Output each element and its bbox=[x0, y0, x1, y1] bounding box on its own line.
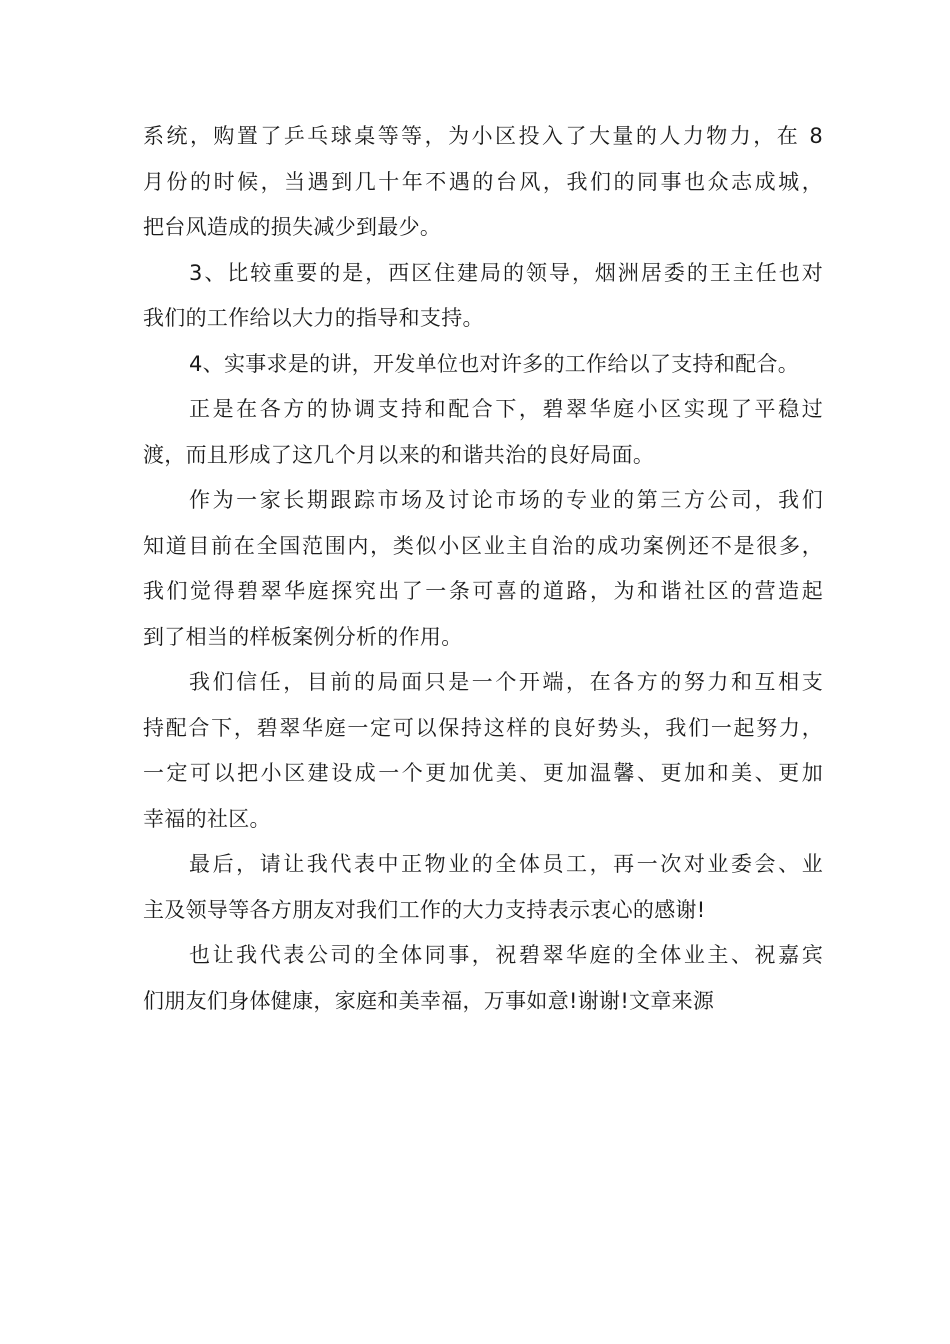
text-line: 一定可以把小区建设成一个更加优美、更加温馨、更加和美、更加 bbox=[143, 761, 823, 785]
text-line: 系统，购置了乒乓球桌等等，为小区投入了大量的人力物力，在 8 bbox=[143, 124, 823, 148]
text-line: 我们觉得碧翠华庭探究出了一条可喜的道路，为和谐社区的营造起 bbox=[143, 579, 823, 603]
text-line: 知道目前在全国范围内，类似小区业主自治的成功案例还不是很多， bbox=[143, 533, 823, 558]
text-line: 4、实事求是的讲，开发单位也对许多的工作给以了支持和配合。 bbox=[189, 351, 800, 376]
text-line: 把台风造成的损失减少到最少。 bbox=[143, 215, 442, 239]
text-line: 也让我代表公司的全体同事，祝碧翠华庭的全体业主、祝嘉宾 bbox=[189, 943, 823, 967]
text-line: 幸福的社区。 bbox=[143, 806, 271, 831]
text-line: 我们信任，目前的局面只是一个开端，在各方的努力和互相支 bbox=[189, 670, 823, 694]
text-line: 正是在各方的协调支持和配合下，碧翠华庭小区实现了平稳过 bbox=[189, 397, 823, 421]
paragraph bbox=[143, 114, 823, 251]
paragraph bbox=[143, 660, 823, 842]
paragraph bbox=[143, 387, 823, 478]
text-line: 渡，而且形成了这几个月以来的和谐共治的良好局面。 bbox=[143, 442, 655, 467]
text-line: 最后，请让我代表中正物业的全体员工，再一次对业委会、业 bbox=[189, 852, 823, 876]
text-line: 3、比较重要的是，西区住建局的领导，烟洲居委的王主任也对 bbox=[189, 260, 823, 285]
paragraph bbox=[143, 251, 823, 342]
text-line: 月份的时候，当遇到几十年不遇的台风，我们的同事也众志成城， bbox=[143, 169, 823, 194]
text-line: 主及领导等各方朋友对我们工作的大力支持表示衷心的感谢! bbox=[143, 897, 706, 922]
text-line: 持配合下，碧翠华庭一定可以保持这样的良好势头，我们一起努力， bbox=[143, 715, 823, 740]
document-body bbox=[143, 114, 823, 1024]
paragraph bbox=[143, 342, 823, 388]
text-line: 作为一家长期跟踪市场及讨论市场的专业的第三方公司，我们 bbox=[189, 488, 823, 512]
text-line: 到了相当的样板案例分析的作用。 bbox=[143, 624, 463, 649]
paragraph bbox=[143, 842, 823, 933]
text-line: 我们的工作给以大力的指导和支持。 bbox=[143, 306, 484, 330]
paragraph bbox=[143, 933, 823, 1024]
text-line: 们朋友们身体健康，家庭和美幸福，万事如意!谢谢!文章来源 bbox=[143, 988, 715, 1013]
paragraph bbox=[143, 478, 823, 660]
